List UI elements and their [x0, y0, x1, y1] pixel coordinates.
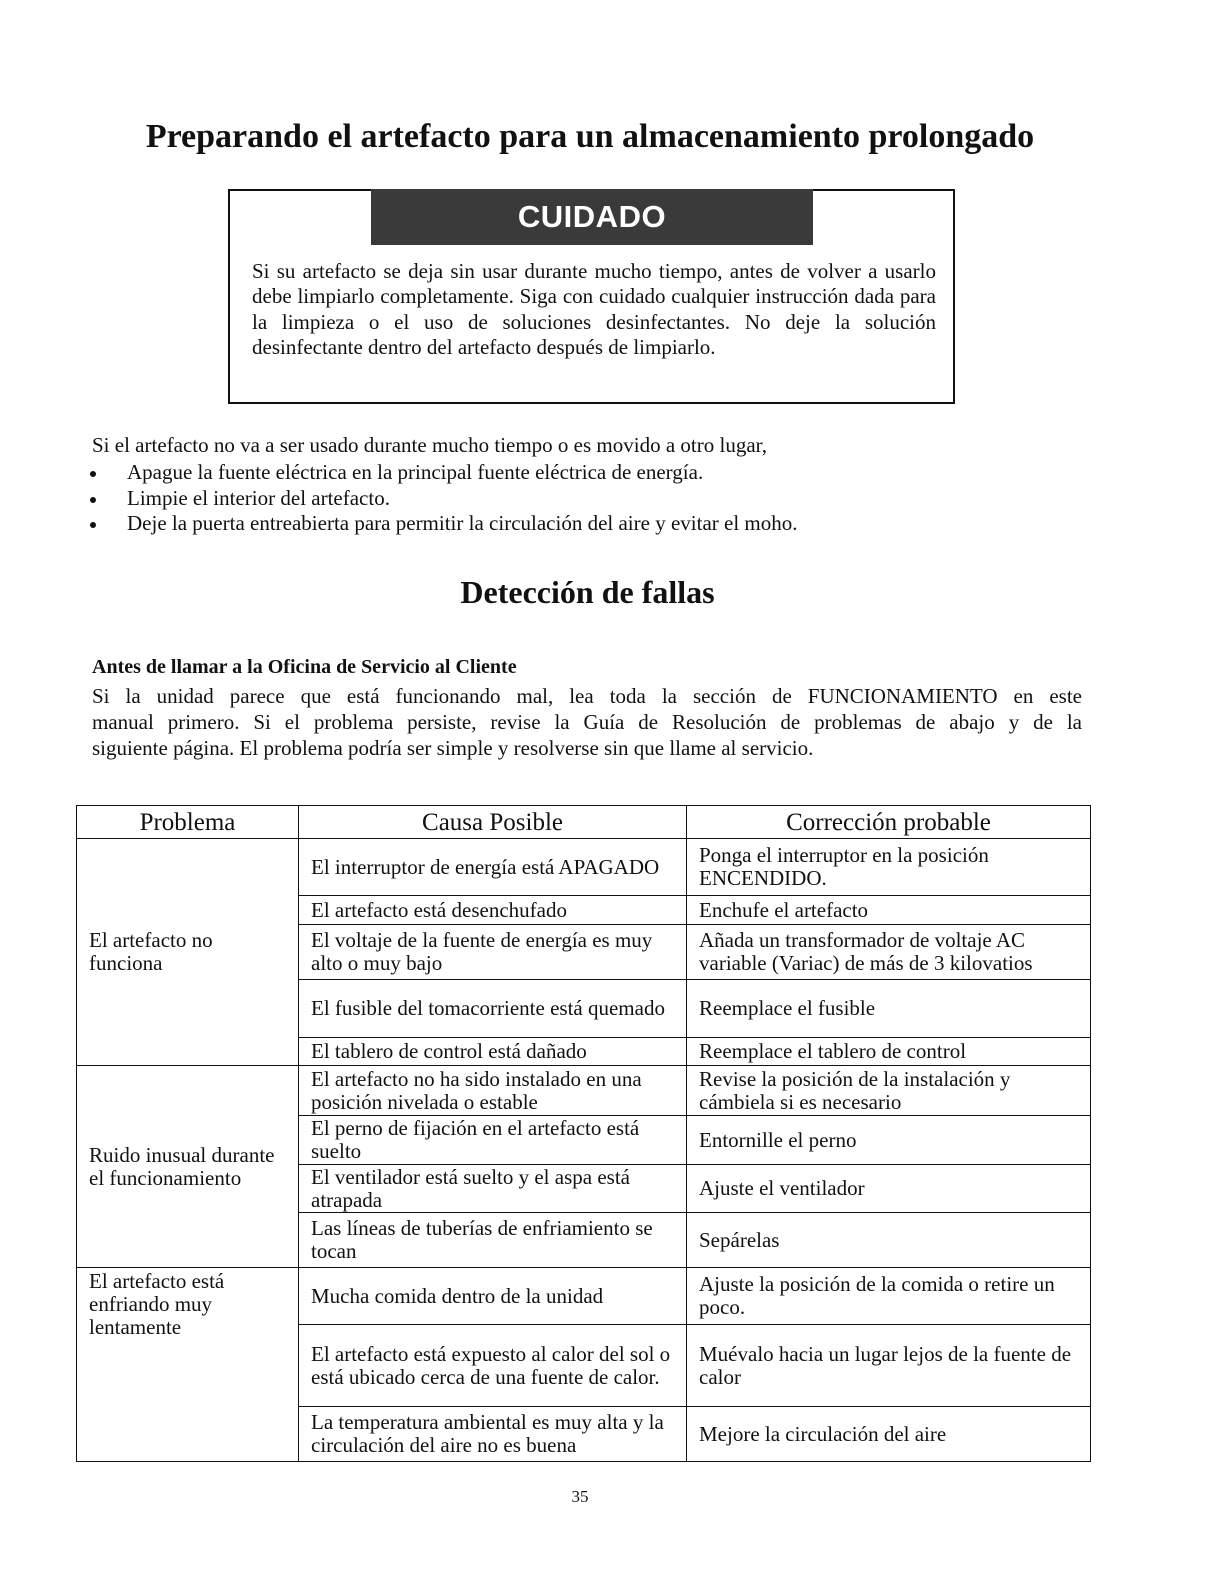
storage-bullet-item [88, 511, 798, 537]
storage-bullet-list [88, 460, 798, 537]
storage-bullet-item [88, 486, 798, 512]
bullet-icon [90, 471, 96, 477]
cause-cell: La temperatura ambiental es muy alta y la circulación del aire no es buena [299, 1407, 687, 1462]
bullet-text: Limpie el interior del artefacto. [127, 485, 390, 510]
fix-cell: Ponga el interruptor en la posición ENCENDIDO. [687, 839, 1091, 896]
fix-cell: Reemplace el fusible [687, 980, 1091, 1038]
paragraph-line: siguiente página. El problema podría ser simple y resolverse sin que llame al servicio. [92, 735, 814, 760]
fix-cell: Revise la posición de la instalación y cámbiela si es necesario [687, 1066, 1091, 1116]
fix-cell: Mejore la circulación del aire [687, 1407, 1091, 1462]
column-header-cause: Causa Posible [299, 806, 687, 839]
page-number: 35 [571, 1487, 589, 1506]
section-paragraph [92, 684, 1082, 761]
fix-cell: Añada un transformador de voltaje AC variable (Variac) de más de 3 kilovatios [687, 925, 1091, 980]
table-header-row [77, 806, 1091, 839]
fix-cell: Muévalo hacia un lugar lejos de la fuente de calor [687, 1325, 1091, 1407]
cause-cell: Mucha comida dentro de la unidad [299, 1268, 687, 1325]
section-title: Detección de fallas [460, 574, 715, 610]
fix-cell: Entornille el perno [687, 1116, 1091, 1165]
storage-bullet-item [88, 460, 798, 486]
storage-intro: Si el artefacto no va a ser usado durante mucho tiempo o es movido a otro lugar, [92, 433, 768, 457]
bullet-text: Apague la fuente eléctrica en la principal fuente eléctrica de energía. [127, 460, 704, 484]
cause-cell: El voltaje de la fuente de energía es muy alto o muy bajo [299, 925, 687, 980]
fix-cell: Reemplace el tablero de control [687, 1038, 1091, 1066]
problem-cell: El artefacto está enfriando muy lentamente [77, 1268, 299, 1462]
cause-cell: Las líneas de tuberías de enfriamiento se tocan [299, 1213, 687, 1268]
cause-cell: El ventilador está suelto y el aspa está atrapada [299, 1165, 687, 1213]
fix-cell: Enchufe el artefacto [687, 896, 1091, 925]
table-row [77, 839, 1091, 896]
section-subheading: Antes de llamar a la Oficina de Servicio al Cliente [92, 656, 517, 678]
column-header-fix: Corrección probable [687, 806, 1091, 839]
problem-cell: Ruido inusual durante el funcionamiento [77, 1066, 299, 1268]
cause-cell: El artefacto no ha sido instalado en una posición nivelada o estable [299, 1066, 687, 1116]
cause-cell: El interruptor de energía está APAGADO [299, 839, 687, 896]
cause-cell: El artefacto está desenchufado [299, 896, 687, 925]
fix-cell: Ajuste el ventilador [687, 1165, 1091, 1213]
cause-cell: El artefacto está expuesto al calor del sol o está ubicado cerca de una fuente de calor. [299, 1325, 687, 1407]
cause-cell: El tablero de control está dañado [299, 1038, 687, 1066]
column-header-problem: Problema [77, 806, 299, 839]
caution-banner: CUIDADO [371, 189, 813, 245]
caution-box [228, 189, 955, 404]
paragraph-line: Si la unidad parece que está funcionando mal, lea toda la sección de FUNCIONAMIENTO en este [92, 684, 1082, 708]
fix-cell: Sepárelas [687, 1213, 1091, 1268]
fix-cell: Ajuste la posición de la comida o retire un poco. [687, 1268, 1091, 1325]
troubleshooting-table [76, 805, 1091, 1462]
cause-cell: El perno de fijación en el artefacto está suelto [299, 1116, 687, 1165]
paragraph-line: manual primero. Si el problema persiste, revise la Guía de Resolución de problemas de abajo y de la [92, 709, 1082, 734]
table-row [77, 1268, 1091, 1325]
caution-text: Si su artefacto se deja sin usar durante mucho tiempo, antes de volver a usarlo debe limpiarlo completamente. Siga con cuidado cualquier instrucción dada para la limpieza o el uso de soluciones desinfectantes. No deje la solución desinfectante dentro del artefacto después de limpiarlo. [252, 259, 936, 360]
cause-cell: El fusible del tomacorriente está quemado [299, 980, 687, 1038]
table-row [77, 1066, 1091, 1116]
bullet-icon [90, 522, 96, 528]
problem-cell: El artefacto no funciona [77, 839, 299, 1066]
bullet-text: Deje la puerta entreabierta para permitir la circulación del aire y evitar el moho. [127, 511, 798, 535]
page-title: Preparando el artefacto para un almacenamiento prolongado [145, 118, 1035, 155]
bullet-icon [90, 497, 96, 503]
